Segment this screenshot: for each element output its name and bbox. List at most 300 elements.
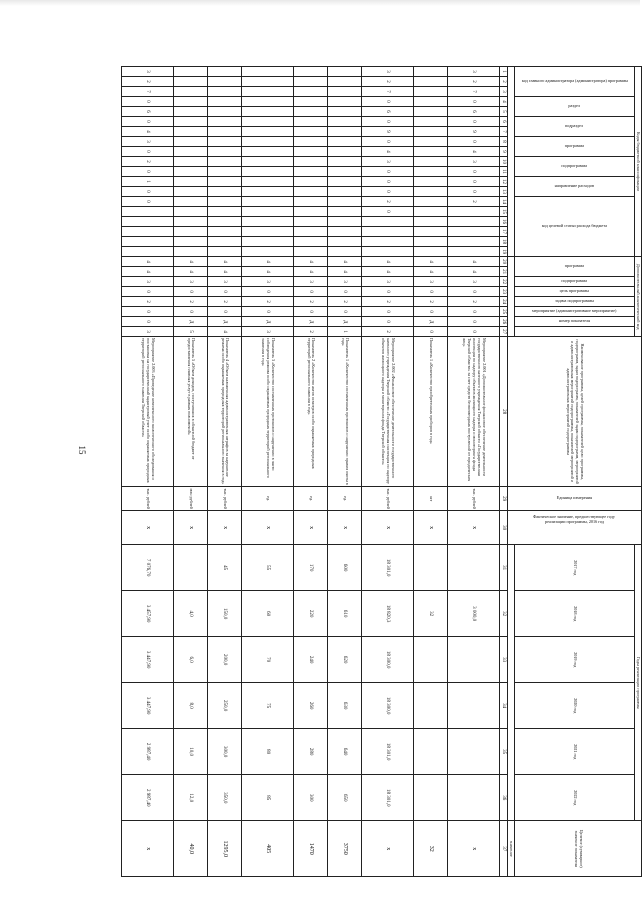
code-cell: 3 (294, 277, 328, 287)
year-value: 32 (414, 591, 448, 637)
column-number: 26 (500, 317, 508, 327)
table-row (328, 67, 362, 877)
code-cell: 3 (448, 277, 500, 287)
code-cell (448, 247, 500, 257)
code-cell: 4 (242, 257, 294, 267)
year-value: 650 (328, 775, 362, 821)
program-table (121, 66, 642, 877)
code-cell: 4 (448, 147, 500, 157)
code-cell (448, 237, 500, 247)
code-cell (294, 247, 328, 257)
code-cell: 4 (362, 257, 414, 267)
year-value: 2 987,40 (122, 729, 174, 775)
code-cell (328, 197, 362, 207)
code-cell (294, 97, 328, 107)
code-cell (328, 127, 362, 137)
row-unit: тыс. рублей (208, 487, 242, 511)
year-value (174, 545, 208, 591)
code-cell: 4 (414, 267, 448, 277)
column-number: 8 (500, 137, 508, 147)
code-cell: 0 (122, 117, 174, 127)
column-number: 17 (500, 227, 508, 237)
row-fact: x (294, 511, 328, 545)
row-name: Мероприятие 2.003 «Проведение комплексного экологического обследования и постановка на государственный кадастровый учет особо охраняемых природных территорий регионального значения Тверской области» (122, 337, 174, 487)
row-fact: x (208, 511, 242, 545)
code-cell (294, 237, 328, 247)
year-value (448, 729, 500, 775)
code-cell: 3 (122, 67, 174, 77)
code-cell: Д (328, 317, 362, 327)
code-cell (294, 177, 328, 187)
code-cell: 3 (242, 277, 294, 287)
code-cell (414, 227, 448, 237)
code-cell (328, 87, 362, 97)
code-cell (448, 227, 500, 237)
code-cell (294, 127, 328, 137)
code-cell (328, 167, 362, 177)
code-cell: 7 (362, 87, 414, 97)
code-cell (328, 97, 362, 107)
year-value: 170 (294, 545, 328, 591)
code-cell (242, 97, 294, 107)
code-cell (208, 217, 242, 227)
code-cell (328, 237, 362, 247)
code-cell: 0 (122, 197, 174, 207)
code-cell: 4 (174, 257, 208, 267)
code-cell: 4 (208, 327, 242, 337)
code-cell: 2 (122, 157, 174, 167)
year-value: 18 301,0 (362, 775, 414, 821)
year-value: 7 076,70 (122, 545, 174, 591)
year-value (414, 545, 448, 591)
code-cell (174, 147, 208, 157)
year-value: 4,0 (174, 591, 208, 637)
code-cell (242, 127, 294, 137)
code-cell: 4 (328, 257, 362, 267)
column-number: 36 (500, 775, 508, 821)
year-value: 18 301,0 (362, 545, 414, 591)
code-cell (294, 197, 328, 207)
year-2018-header: 2018 год (514, 591, 634, 637)
row-unit: ед. (328, 487, 362, 511)
year-value: 85 (242, 775, 294, 821)
code-cell (414, 157, 448, 167)
column-number: 33 (500, 637, 508, 683)
code-cell: 0 (294, 307, 328, 317)
code-cell (174, 227, 208, 237)
code-cell: 0 (242, 307, 294, 317)
goal-header: цель программы (514, 287, 634, 297)
event-header: мероприятие (административное мероприятие) (514, 307, 634, 317)
year-value (448, 683, 500, 729)
row-fact: x (122, 511, 174, 545)
code-cell (242, 87, 294, 97)
name-header: Наименование программы, целей программы, показателей цели программы, подпрограмм, задач подпрограмм, показателей задач подпрограмм, мероприятий и административных мероприятий подпрограммы, показателей мероприятий и административных мероприятий подпрограммы (507, 337, 641, 487)
code-cell (208, 117, 242, 127)
code-cell: 0 (362, 307, 414, 317)
column-numbers-row (500, 67, 508, 877)
subprogram-code-header: подпрограмма (514, 277, 634, 287)
code-cell: 0 (362, 137, 414, 147)
code-cell: 0 (448, 97, 500, 107)
code-cell (328, 207, 362, 217)
fact-header: Фактическое значение, предшествующее году реализации программы, 2016 год (507, 511, 641, 545)
year-value (448, 637, 500, 683)
code-cell (242, 107, 294, 117)
code-cell: 3 (174, 277, 208, 287)
code-cell (122, 217, 174, 227)
code-cell: Д (242, 317, 294, 327)
code-cell: 0 (448, 307, 500, 317)
section-header: раздел (514, 97, 634, 117)
code-cell (294, 187, 328, 197)
code-cell: 2 (328, 297, 362, 307)
code-cell (294, 87, 328, 97)
code-cell (242, 137, 294, 147)
code-cell: 4 (208, 257, 242, 267)
code-cell (208, 107, 242, 117)
row-unit: тыс. рублей (362, 487, 414, 511)
code-cell (122, 247, 174, 257)
code-cell: 2 (362, 327, 414, 337)
code-cell (208, 97, 242, 107)
code-cell (414, 197, 448, 207)
year-value (414, 775, 448, 821)
code-cell: 3 (362, 67, 414, 77)
code-cell: 2 (242, 297, 294, 307)
code-cell: 4 (362, 267, 414, 277)
code-cell: 2 (174, 297, 208, 307)
year-value (414, 729, 448, 775)
code-cell: Д (294, 317, 328, 327)
code-cell (294, 167, 328, 177)
code-cell: 0 (122, 187, 174, 197)
code-cell: 1 (328, 327, 362, 337)
row-name: Мероприятие 2.002 «Финансовое обеспечение деятельности государственного казенного учреждения Тверской области «Государственная инспекция по надзору объектов жилищного надзора и мониторинга фонда Тверской области» (362, 337, 414, 487)
code-cell (174, 157, 208, 167)
year-value: 3 457,90 (122, 591, 174, 637)
year-value: 250,0 (208, 683, 242, 729)
code-cell: 3 (242, 327, 294, 337)
code-cell: Д (414, 317, 448, 327)
code-cell: 4 (174, 267, 208, 277)
row-target: 3750 (328, 821, 362, 877)
year-value: 280 (294, 729, 328, 775)
code-cell (294, 67, 328, 77)
code-cell (174, 247, 208, 257)
code-cell: 0 (122, 317, 174, 327)
code-cell (362, 237, 414, 247)
row-name: Показатель 4 «Объем наложенных административных штрафов за нарушение режима особо охраняемых природных территорий регионального значения в год» (208, 337, 242, 487)
target-value-header: значение (507, 821, 514, 877)
code-cell: 0 (362, 177, 414, 187)
column-number: 9 (500, 147, 508, 157)
code-cell: 2 (294, 297, 328, 307)
row-fact: x (174, 511, 208, 545)
code-cell (414, 117, 448, 127)
code-cell: 3 (362, 157, 414, 167)
code-cell: 2 (414, 297, 448, 307)
code-cell (328, 247, 362, 257)
code-cell (242, 117, 294, 127)
code-cell: Д (208, 317, 242, 327)
code-cell: 0 (448, 177, 500, 187)
code-cell (208, 237, 242, 247)
code-cell: 0 (122, 97, 174, 107)
page-number: 15 (77, 445, 87, 455)
code-cell (208, 77, 242, 87)
year-value: 3 000,0 (448, 591, 500, 637)
code-cell (242, 207, 294, 217)
table-row (294, 67, 328, 877)
code-cell (294, 157, 328, 167)
code-cell: 3 (122, 277, 174, 287)
table-row (362, 67, 414, 877)
code-cell: 0 (362, 187, 414, 197)
code-cell (208, 127, 242, 137)
row-target: x (362, 821, 414, 877)
code-cell: 0 (414, 287, 448, 297)
code-cell (208, 67, 242, 77)
program-code-header: программа (514, 257, 634, 277)
year-value: 600 (328, 545, 362, 591)
code-cell (174, 187, 208, 197)
year-value: 18 300,0 (362, 683, 414, 729)
code-cell: 0 (328, 307, 362, 317)
code-cell: 0 (448, 327, 500, 337)
code-cell: 2 (208, 297, 242, 307)
code-cell (414, 147, 448, 157)
code-cell: 2 (362, 297, 414, 307)
year-value: 220 (294, 591, 328, 637)
column-number: 16 (500, 217, 508, 227)
column-number: 3 (500, 87, 508, 97)
year-value: 610 (328, 591, 362, 637)
code-cell (328, 177, 362, 187)
code-cell: 7 (448, 87, 500, 97)
row-name: Показатель 1 «Количество приобретенных приборов в год» (414, 337, 448, 487)
code-cell: 3 (122, 137, 174, 147)
code-cell: 0 (122, 307, 174, 317)
code-cell (328, 107, 362, 117)
column-number: 5 (500, 107, 508, 117)
code-cell: 7 (122, 87, 174, 97)
code-cell: 4 (294, 267, 328, 277)
code-cell (174, 207, 208, 217)
code-cell: 0 (448, 137, 500, 147)
year-value: 18 300,0 (362, 637, 414, 683)
code-cell (414, 217, 448, 227)
row-name: Показатель 1 «Количество составленных протоколов о нарушении правил охоты в год» (328, 337, 362, 487)
code-cell (294, 207, 328, 217)
year-value: 300,0 (208, 729, 242, 775)
year-value: 75 (242, 683, 294, 729)
code-cell: 0 (208, 287, 242, 297)
column-number: 24 (500, 297, 508, 307)
code-cell: 4 (294, 257, 328, 267)
code-cell (414, 127, 448, 137)
year-value (414, 683, 448, 729)
column-number: 34 (500, 683, 508, 729)
year-2020-header: 2020 год (514, 683, 634, 729)
code-cell: 3 (448, 157, 500, 167)
year-value (448, 775, 500, 821)
code-cell (242, 167, 294, 177)
code-cell (414, 167, 448, 177)
year-value: 350,0 (208, 775, 242, 821)
code-cell (122, 207, 174, 217)
column-number: 10 (500, 157, 508, 167)
column-number: 21 (500, 267, 508, 277)
column-number: 23 (500, 287, 508, 297)
code-cell (328, 67, 362, 77)
spacer-cell (507, 67, 514, 257)
row-target: 405 (242, 821, 294, 877)
code-cell (414, 207, 448, 217)
column-number: 22 (500, 277, 508, 287)
row-name: Показатель 2 «Количество актов осмотров особо охраняемых природных территорий регионального значения в год» (294, 337, 328, 487)
code-cell: 0 (362, 97, 414, 107)
code-cell: 0 (328, 287, 362, 297)
program-col-header: программа (514, 137, 634, 157)
code-cell: 0 (294, 287, 328, 297)
code-cell: 4 (448, 257, 500, 267)
code-cell (174, 87, 208, 97)
code-cell: 0 (414, 307, 448, 317)
year-value: 3 447,90 (122, 637, 174, 683)
row-fact: x (448, 511, 500, 545)
year-value: 6,0 (174, 637, 208, 683)
column-number: 13 (500, 187, 508, 197)
year-value: 18 820,3 (362, 591, 414, 637)
column-number: 37 (500, 821, 508, 877)
direction-header: направление расходов (514, 177, 634, 197)
column-number: 25 (500, 307, 508, 317)
code-cell: 4 (242, 267, 294, 277)
code-cell (208, 137, 242, 147)
code-cell (174, 217, 208, 227)
subsection-header: подраздел (514, 117, 634, 137)
code-cell: 0 (122, 287, 174, 297)
year-value: 10,0 (174, 729, 208, 775)
row-target: 32 (414, 821, 448, 877)
row-fact: x (242, 511, 294, 545)
year-value: 640 (328, 729, 362, 775)
code-cell: 0 (362, 167, 414, 177)
code-cell: 9 (362, 127, 414, 137)
year-value (414, 637, 448, 683)
code-cell (242, 157, 294, 167)
code-cell (294, 77, 328, 87)
code-cell (208, 207, 242, 217)
column-number: 12 (500, 177, 508, 187)
code-cell: 2 (448, 297, 500, 307)
target-article-header: код целевой статьи расхода бюджета (514, 197, 634, 257)
code-cell: 4 (122, 257, 174, 267)
column-number: 35 (500, 729, 508, 775)
code-cell (294, 117, 328, 127)
year-2017-header: 2017 год (514, 545, 634, 591)
year-value: 260 (294, 683, 328, 729)
column-number: 15 (500, 207, 508, 217)
table-row (448, 67, 500, 877)
row-target: x (448, 821, 500, 877)
code-cell (208, 157, 242, 167)
code-cell: 3 (362, 277, 414, 287)
year-value: 18 301,0 (362, 729, 414, 775)
code-cell: 2 (122, 297, 174, 307)
row-target: x (122, 821, 174, 877)
year-value: 12,0 (174, 775, 208, 821)
code-cell (174, 97, 208, 107)
code-cell (208, 197, 242, 207)
code-cell (294, 227, 328, 237)
code-cell (414, 97, 448, 107)
code-cell: 0 (448, 167, 500, 177)
year-value: 620 (328, 637, 362, 683)
row-target: 1470 (294, 821, 328, 877)
code-cell: 4 (122, 267, 174, 277)
code-cell: 5 (174, 327, 208, 337)
code-cell (294, 147, 328, 157)
code-cell (328, 147, 362, 157)
code-cell (414, 137, 448, 147)
year-value: 8,0 (174, 683, 208, 729)
codes-group-header: Коды бюджетной классификации (634, 67, 641, 257)
year-2021-header: 2021 год (514, 729, 634, 775)
code-cell (174, 77, 208, 87)
column-number: 20 (500, 257, 508, 267)
code-cell (294, 107, 328, 117)
code-cell: 3 (122, 327, 174, 337)
code-cell (242, 237, 294, 247)
year-value: 240 (294, 637, 328, 683)
code-cell: 6 (448, 107, 500, 117)
code-cell: 2 (448, 77, 500, 87)
code-cell (242, 227, 294, 237)
year-value: 630 (328, 683, 362, 729)
column-number: 30 (500, 511, 508, 545)
table-row (174, 67, 208, 877)
code-cell (328, 117, 362, 127)
code-cell (294, 137, 328, 147)
code-cell (242, 177, 294, 187)
code-cell (328, 187, 362, 197)
year-value: 60 (242, 591, 294, 637)
table-body (122, 67, 500, 877)
code-cell: 1 (122, 177, 174, 187)
code-cell: 0 (448, 287, 500, 297)
row-target: 40,0 (174, 821, 208, 877)
code-cell (448, 207, 500, 217)
code-cell: 2 (448, 197, 500, 207)
code-cell: 0 (448, 187, 500, 197)
column-number: 1 (500, 67, 508, 77)
header-row-1 (634, 67, 641, 877)
code-cell (448, 217, 500, 227)
row-unit: ед. (242, 487, 294, 511)
column-number: 6 (500, 117, 508, 127)
row-unit: ед. (294, 487, 328, 511)
code-cell (242, 187, 294, 197)
code-cell (174, 107, 208, 117)
code-cell (208, 187, 242, 197)
subprogram-col-header: подпрограмма (514, 157, 634, 177)
row-fact: x (362, 511, 414, 545)
code-cell (242, 77, 294, 87)
code-cell (328, 157, 362, 167)
code-cell (242, 67, 294, 77)
